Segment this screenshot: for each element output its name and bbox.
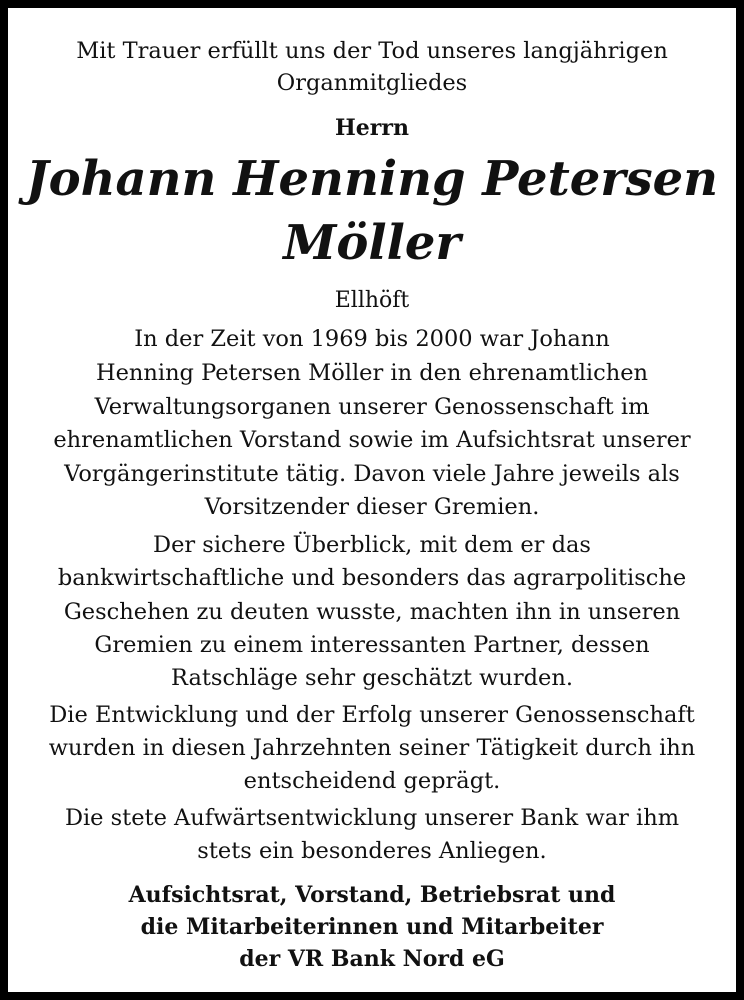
paragraph-1-line: Henning Petersen Möller in den ehrenamtlichen <box>95 360 649 386</box>
deceased-name-line-2: Möller <box>283 215 461 271</box>
paragraph-1-line: Vorsitzender dieser Gremien. <box>204 494 540 520</box>
place-of-residence: Ellhöft <box>334 288 410 313</box>
paragraph-1-line: In der Zeit von 1969 bis 2000 war Johann <box>134 326 610 352</box>
paragraph-1-line: Verwaltungsorganen unserer Genossenschaft im <box>94 394 650 420</box>
signature-line-2: die Mitarbeiterinnen und Mitarbeiter <box>140 914 604 940</box>
intro-line-2: Organmitgliedes <box>276 70 468 96</box>
paragraph-1-line: ehrenamtlichen Vorstand sowie im Aufsichtsrat unserer <box>53 427 691 453</box>
paragraph-1-line: Vorgängerinstitute tätig. Davon viele Jahre jeweils als <box>64 461 680 487</box>
paragraph-2-line: Geschehen zu deuten wusste, machten ihn in unseren <box>63 599 681 625</box>
deceased-name-line-1: Johann Henning Petersen <box>25 151 719 207</box>
signature-line-1: Aufsichtsrat, Vorstand, Betriebsrat und <box>128 882 616 908</box>
paragraph-2-line: bankwirtschaftliche und besonders das agrarpolitische <box>57 565 687 591</box>
paragraph-2-line: Ratschläge sehr geschätzt wurden. <box>170 665 574 691</box>
paragraph-3-line: entscheidend geprägt. <box>243 768 501 794</box>
paragraph-3-line: wurden in diesen Jahrzehnten seiner Tätigkeit durch ihn <box>48 735 696 761</box>
intro-line-1: Mit Trauer erfüllt uns der Tod unseres langjährigen <box>76 38 668 64</box>
paragraph-4-line: stets ein besonderes Anliegen. <box>197 838 547 864</box>
honorific: Herrn <box>335 115 409 141</box>
paragraph-4-line: Die stete Aufwärtsentwicklung unserer Bank war ihm <box>64 805 680 831</box>
paragraph-2-line: Der sichere Überblick, mit dem er das <box>153 532 591 558</box>
signature-line-3: der VR Bank Nord eG <box>239 946 505 972</box>
paragraph-2-line: Gremien zu einem interessanten Partner, dessen <box>94 632 650 658</box>
paragraph-3-line: Die Entwicklung und der Erfolg unserer Genossenschaft <box>49 702 695 728</box>
